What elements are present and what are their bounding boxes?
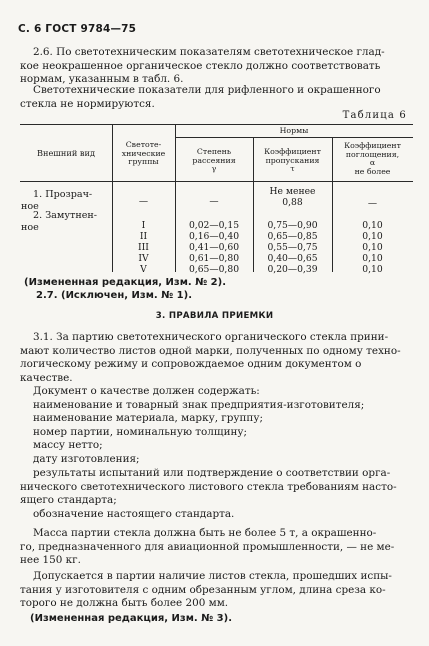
- edit-note-2: (Измененная редакция, Изм. № 2).: [24, 277, 227, 288]
- text-line: нормам, указанным в табл. 6.: [20, 73, 184, 86]
- text-line: нического светотехнического листового стекла требованиям насто-: [20, 480, 397, 493]
- absorption-3: 0,10: [362, 242, 383, 253]
- list-item: наименование материала, марку, группу;: [33, 412, 263, 425]
- scatter-4: 0,61—0,80: [188, 253, 240, 264]
- page-header: С. 6 ГОСТ 9784—75: [18, 23, 137, 35]
- group-1: I: [141, 220, 146, 231]
- group-4: IV: [138, 253, 149, 264]
- row1-group: —: [138, 196, 149, 207]
- text-line: го, предназначенного для авиационной промышленности, — не ме-: [20, 540, 395, 553]
- paragraph-2-6: [20, 46, 411, 87]
- transmission-1: 0,75—0,90: [267, 220, 318, 231]
- text-line: качестве.: [20, 371, 73, 384]
- paragraph-2-6-note: [20, 84, 411, 111]
- absorption-5: 0,10: [362, 264, 383, 275]
- transmission-3: 0,55—0,75: [267, 242, 318, 253]
- group-2: II: [139, 231, 148, 242]
- text-line: тания у изготовителя с одним обрезанным углом, длина среза ко-: [20, 583, 386, 596]
- text-line: обозначение настоящего стандарта.: [33, 508, 235, 520]
- absorption-4: 0,10: [362, 253, 383, 264]
- row1-scatter: —: [209, 196, 219, 207]
- text-line: нее 150 кг.: [20, 554, 81, 567]
- header-transmission: Коэффициент пропускания τ: [264, 147, 321, 174]
- list-item: наименование и товарный знак предприятия-изготовителя;: [33, 398, 365, 411]
- group-3: III: [138, 242, 149, 253]
- text-line: результаты испытаний или подтверждение о соответствии орга-: [33, 467, 391, 479]
- text-line: 2.6. По светотехническим показателям светотехническое глад-: [33, 46, 385, 58]
- text-line: 3.1. За партию светотехнического органического стекла прини-: [33, 331, 389, 343]
- row-label-matte: 2. Замутнен- ное: [21, 210, 98, 233]
- scatter-3: 0,41—0,60: [188, 242, 240, 253]
- table-rule: [20, 181, 413, 182]
- paragraph-3-1: [20, 331, 411, 385]
- section-title: 3. ПРАВИЛА ПРИЕМКИ: [155, 311, 274, 321]
- text-line: мают количество листов одной марки, полученных по одному техно-: [20, 344, 401, 357]
- text-line: стекла не нормируются.: [20, 97, 155, 110]
- paragraph-mass: [20, 527, 411, 568]
- row1-transmission: 0,88: [282, 197, 303, 208]
- designation-item: [20, 508, 411, 522]
- row1-absorption: —: [367, 198, 378, 209]
- absorption-2: 0,10: [362, 231, 383, 242]
- transmission-4: 0,40—0,65: [267, 253, 318, 264]
- row-label-transparent: 1. Прозрач- ное: [21, 189, 93, 212]
- list-item: дату изготовления;: [33, 452, 140, 465]
- table-rule: [20, 124, 413, 125]
- group-5: V: [140, 264, 147, 275]
- edit-note-3: (Измененная редакция, Изм. № 3).: [30, 613, 233, 624]
- header-scatter: Степень рассеяния γ: [192, 147, 236, 174]
- scatter-2: 0,16—0,40: [188, 231, 240, 242]
- quality-document-list: [20, 385, 411, 467]
- header-groups: Светоте- хнические группы: [121, 140, 166, 167]
- table-caption: Таблица 6: [342, 110, 407, 121]
- list-intro: Документ о качестве должен содержать:: [33, 385, 260, 397]
- list-item: массу нетто;: [33, 439, 103, 452]
- text-line: Допускается в партии наличие листов стекла, прошедших испы-: [33, 570, 392, 582]
- row1-transmission-prefix: Не менее: [269, 186, 316, 197]
- text-line: логическому режиму и сопровождаемое одним документом о: [20, 358, 362, 371]
- header-appearance: Внешний вид: [36, 148, 95, 158]
- text-line: кое неокрашенное органическое стекло должно соответствовать: [20, 59, 381, 72]
- table-6: [20, 124, 413, 275]
- paragraph-permit: [20, 570, 411, 611]
- absorption-1: 0,10: [362, 220, 383, 231]
- list-item: номер партии, номинальную толщину;: [33, 425, 248, 438]
- text-line: торого не должна быть более 200 мм.: [20, 597, 229, 610]
- transmission-2: 0,65—0,85: [267, 231, 318, 242]
- scatter-1: 0,02—0,15: [188, 220, 240, 231]
- text-line: ящего стандарта;: [20, 494, 117, 507]
- table-rule: [175, 137, 413, 138]
- text-line: Масса партии стекла должна быть не более 5 т, а окрашенно-: [33, 527, 377, 539]
- scatter-5: 0,65—0,80: [188, 264, 240, 275]
- header-absorption: Коэффициент поглощения, α не более: [344, 141, 401, 176]
- text-line: Светотехнические показатели для рифленного и окрашенного: [33, 84, 381, 96]
- header-norms: Нормы: [279, 126, 309, 135]
- paragraph-2-7: 2.7. (Исключен, Изм. № 1).: [36, 290, 193, 301]
- transmission-5: 0,20—0,39: [267, 264, 318, 275]
- test-results-item: [20, 467, 411, 508]
